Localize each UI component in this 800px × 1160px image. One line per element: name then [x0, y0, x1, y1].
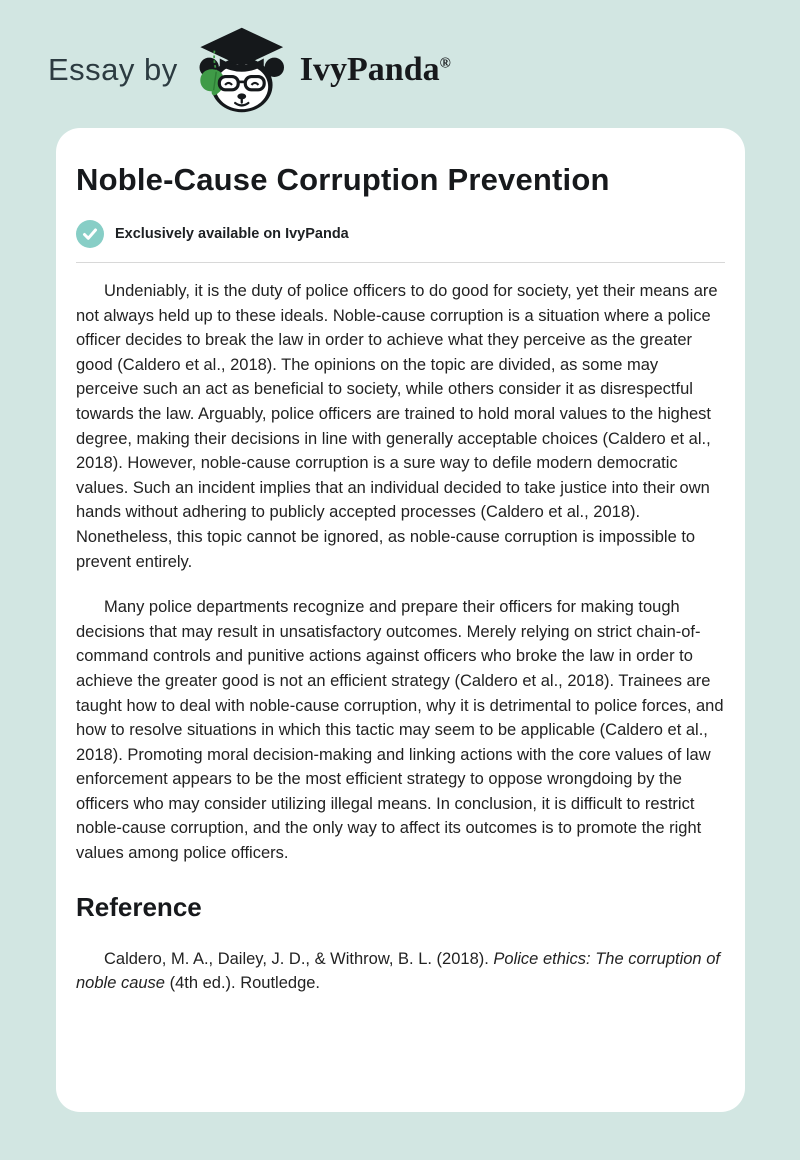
brand-name: IvyPanda [299, 51, 440, 88]
reference-heading: Reference [76, 891, 202, 922]
divider [76, 262, 725, 263]
essay-paragraph-2: Many police departments recognize and prepare their officers for making tough decisions that may result in unsatisfactory outcomes. Merely relying on strict chain-of-command controls and punitive actions against officers who broke the law in order to achieve the greater good is not an efficient strategy (Caldero et al., 2018). Trainees are taught how to deal with noble-cause corruption, why it is detrimental to police forces, and how to resolve situations in which this tactic may seem to be applicable (Caldero et al., 2018). Promoting moral decision-making and linking actions with the core values of law enforcement appears to be the most efficient strategy to oppose wrongdoing by the officers who may consider utilizing illegal means. In conclusion, it is difficult to restrict noble-cause corruption, and the only way to affect its outcomes is to promote the right values among police officers. [76, 598, 724, 863]
brand-wordmark [300, 51, 451, 89]
citation-authors: Caldero, M. A., Dailey, J. D., & Withrow, B. L. (2018). [104, 949, 494, 968]
essay-paragraph-1: Undeniably, it is the duty of police officers to do good for society, yet their means are not always held up to these ideals. Noble-cause corruption is a situation where a police officer decides to break the law in order to achieve what they perceive as the greater good (Caldero et al., 2018). The opinions on the topic are divided, as some may perceive such an act as beneficial to society, while others consider it as disrespectful towards the law. Arguably, police officers are trained to hold moral values to the highest degree, making their decisions in line with generally acceptable choices (Caldero et al., 2018). However, noble-cause corruption is a sure way to defile modern democratic values. Such an incident implies that an individual decided to take justice into their own hands without adhering to publicly accepted processes (Caldero et al., 2018). Nonetheless, this topic cannot be ignored, as noble-cause corruption is impossible to prevent entirely. [76, 282, 718, 571]
page-header [0, 0, 800, 120]
essay-by-label: Essay by [48, 52, 178, 87]
essay-card [56, 128, 745, 1112]
citation-publisher: (4th ed.). Routledge. [165, 974, 321, 993]
panda-graduate-icon [190, 26, 290, 114]
check-circle-icon [76, 220, 104, 248]
reference-citation [76, 947, 725, 996]
availability-row [76, 220, 725, 248]
availability-label: Exclusively available on IvyPanda [115, 226, 349, 242]
registered-mark-icon: ® [439, 55, 451, 72]
essay-title: Noble-Cause Corruption Prevention [76, 162, 610, 197]
citation-book-title: Police ethics: The corruption of noble cause [76, 949, 720, 993]
